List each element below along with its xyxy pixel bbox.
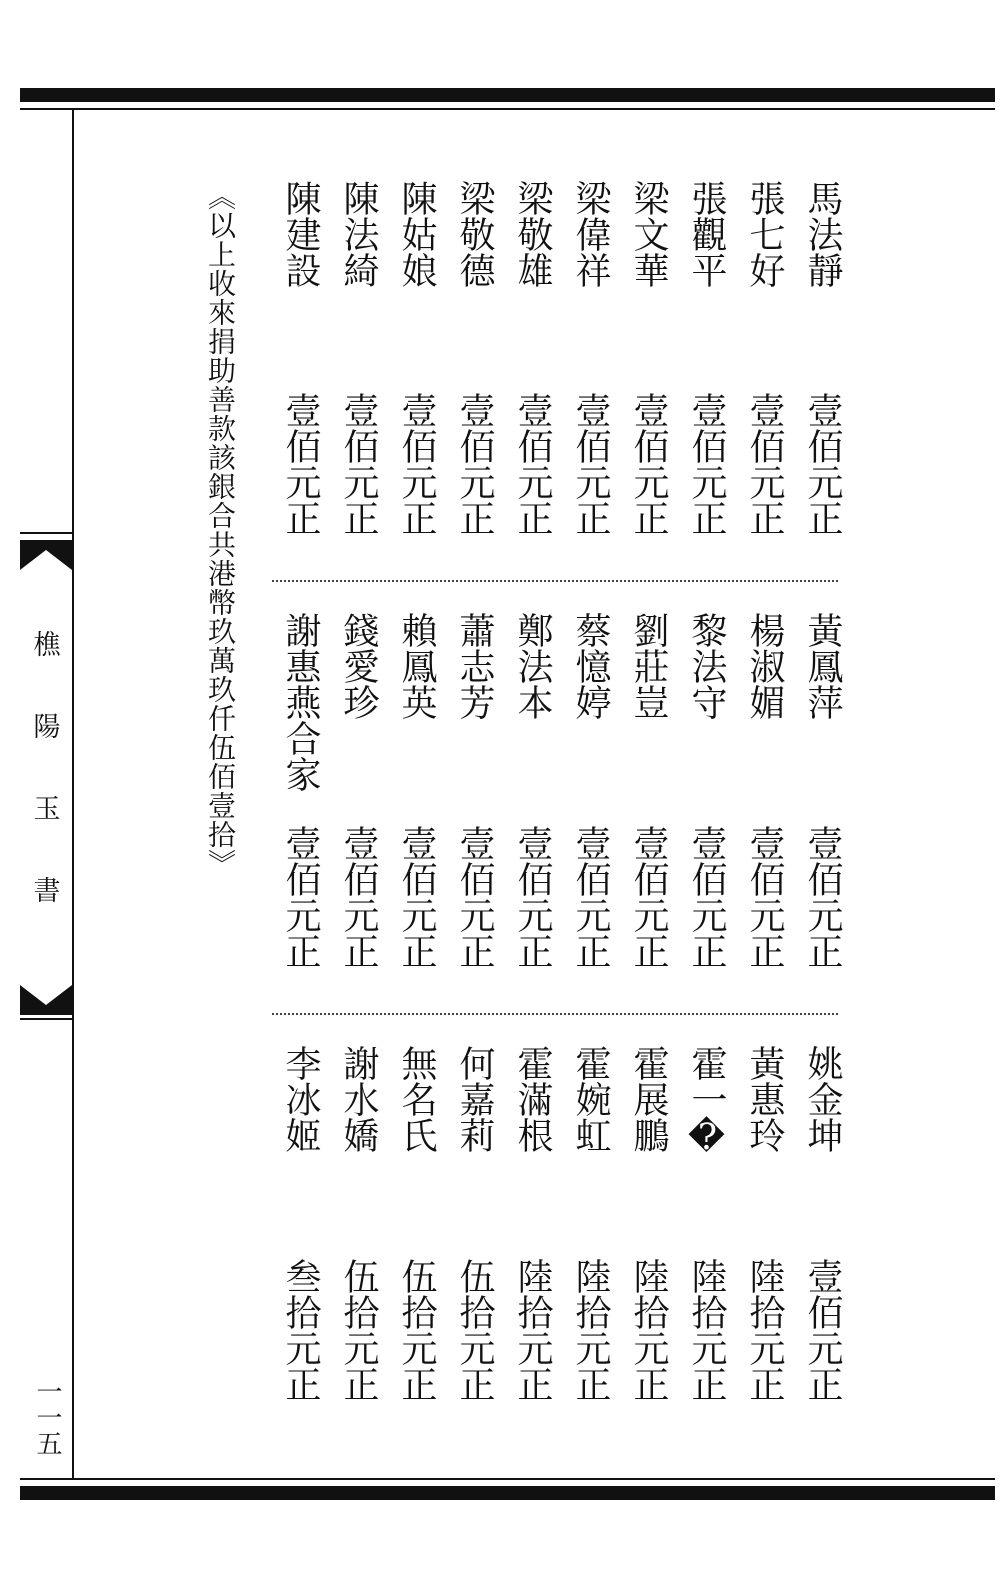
- donation-amount: 壹佰元正: [802, 1258, 843, 1402]
- donor-name: 霍一�: [686, 1045, 727, 1158]
- donation-amount: 壹佰元正: [512, 825, 553, 969]
- donor-name: 梁偉祥: [570, 180, 611, 288]
- donation-amount: 壹佰元正: [686, 392, 727, 536]
- donation-amount: 壹佰元正: [280, 392, 321, 536]
- donation-amount: 壹佰元正: [454, 392, 495, 536]
- donor-name: 錢愛珍: [338, 612, 379, 720]
- donation-amount: 壹佰元正: [802, 392, 843, 536]
- donor-name: 霍婉虹: [570, 1045, 611, 1153]
- donation-amount: 陸拾元正: [628, 1258, 669, 1402]
- book-title-char: 陽: [33, 712, 61, 743]
- donation-amount: 壹佰元正: [570, 392, 611, 536]
- book-title: [22, 632, 72, 960]
- donation-amount: 壹佰元正: [338, 825, 379, 969]
- donation-amount: 壹佰元正: [744, 825, 785, 969]
- donation-amount: 壹佰元正: [628, 392, 669, 536]
- margin-band-top-rule: [20, 532, 72, 534]
- donor-name: 陳姑娘: [396, 180, 437, 288]
- margin-top-chevron-icon: [20, 540, 72, 570]
- donor-name: 謝水嬌: [338, 1045, 379, 1153]
- donation-amount: 陸拾元正: [744, 1258, 785, 1402]
- donation-amount: 陸拾元正: [570, 1258, 611, 1402]
- donor-name: 李冰姬: [280, 1045, 321, 1153]
- donor-name: 張觀平: [686, 180, 727, 288]
- bottom-thin-rule: [20, 1478, 995, 1480]
- donation-amount: 壹佰元正: [338, 392, 379, 536]
- donor-name: 陳建設: [280, 180, 321, 288]
- donation-amount: 壹佰元正: [396, 825, 437, 969]
- donor-name: 陳法綺: [338, 180, 379, 288]
- donation-amount: 壹佰元正: [744, 392, 785, 536]
- book-title-char: 樵: [33, 630, 61, 661]
- donation-amount: 伍拾元正: [338, 1258, 379, 1402]
- donor-name: 鄭法本: [512, 612, 553, 720]
- margin-bottom-chevron-icon: [20, 985, 72, 1015]
- section-divider: [272, 580, 838, 582]
- donor-name: 霍滿根: [512, 1045, 553, 1153]
- donation-amount: 陸拾元正: [686, 1258, 727, 1402]
- donor-name: 梁文華: [628, 180, 669, 288]
- donation-amount: 伍拾元正: [454, 1258, 495, 1402]
- donor-name: 楊淑媚: [744, 612, 785, 720]
- donor-name: 何嘉莉: [454, 1045, 495, 1153]
- donation-amount: 伍拾元正: [396, 1258, 437, 1402]
- donor-name: 張七好: [744, 180, 785, 288]
- donor-name: 蕭志芳: [454, 612, 495, 720]
- donor-name: 馬法靜: [802, 180, 843, 288]
- bottom-border: [20, 1486, 995, 1500]
- book-title-char: 玉: [33, 794, 61, 825]
- donor-name: 蔡憶婷: [570, 612, 611, 720]
- donor-name: 謝惠燕合家: [280, 612, 321, 792]
- donor-name: 賴鳳英: [396, 612, 437, 720]
- margin-band-bottom-rule: [20, 1018, 72, 1020]
- margin-vertical-rule: [72, 110, 74, 1478]
- book-title-char: 書: [33, 876, 61, 907]
- donor-name: 霍展鵬: [628, 1045, 669, 1153]
- top-thin-rule: [20, 108, 995, 110]
- donor-name: 梁敬雄: [512, 180, 553, 288]
- donor-name: 黃鳳萍: [802, 612, 843, 720]
- donor-name: 黃惠玲: [744, 1045, 785, 1153]
- donation-amount: 叁拾元正: [280, 1258, 321, 1402]
- page-number: 一一五: [32, 1378, 62, 1456]
- donation-amount: 壹佰元正: [570, 825, 611, 969]
- donation-amount: 壹佰元正: [512, 392, 553, 536]
- section-divider: [272, 1013, 838, 1015]
- donation-amount: 壹佰元正: [454, 825, 495, 969]
- donation-amount: 壹佰元正: [686, 825, 727, 969]
- donation-amount: 壹佰元正: [802, 825, 843, 969]
- donor-name: 無名氏: [396, 1045, 437, 1153]
- donation-amount: 陸拾元正: [512, 1258, 553, 1402]
- donor-name: 姚金坤: [802, 1045, 843, 1153]
- summary-note: 《以上收來捐助善款該銀合共港幣玖萬玖仟伍佰壹拾》: [204, 182, 237, 878]
- donation-amount: 壹佰元正: [280, 825, 321, 969]
- donor-name: 梁敬德: [454, 180, 495, 288]
- donor-name: 黎法守: [686, 612, 727, 720]
- donation-amount: 壹佰元正: [396, 392, 437, 536]
- top-border: [20, 88, 995, 102]
- donor-name: 劉莊豈: [628, 612, 669, 720]
- donation-amount: 壹佰元正: [628, 825, 669, 969]
